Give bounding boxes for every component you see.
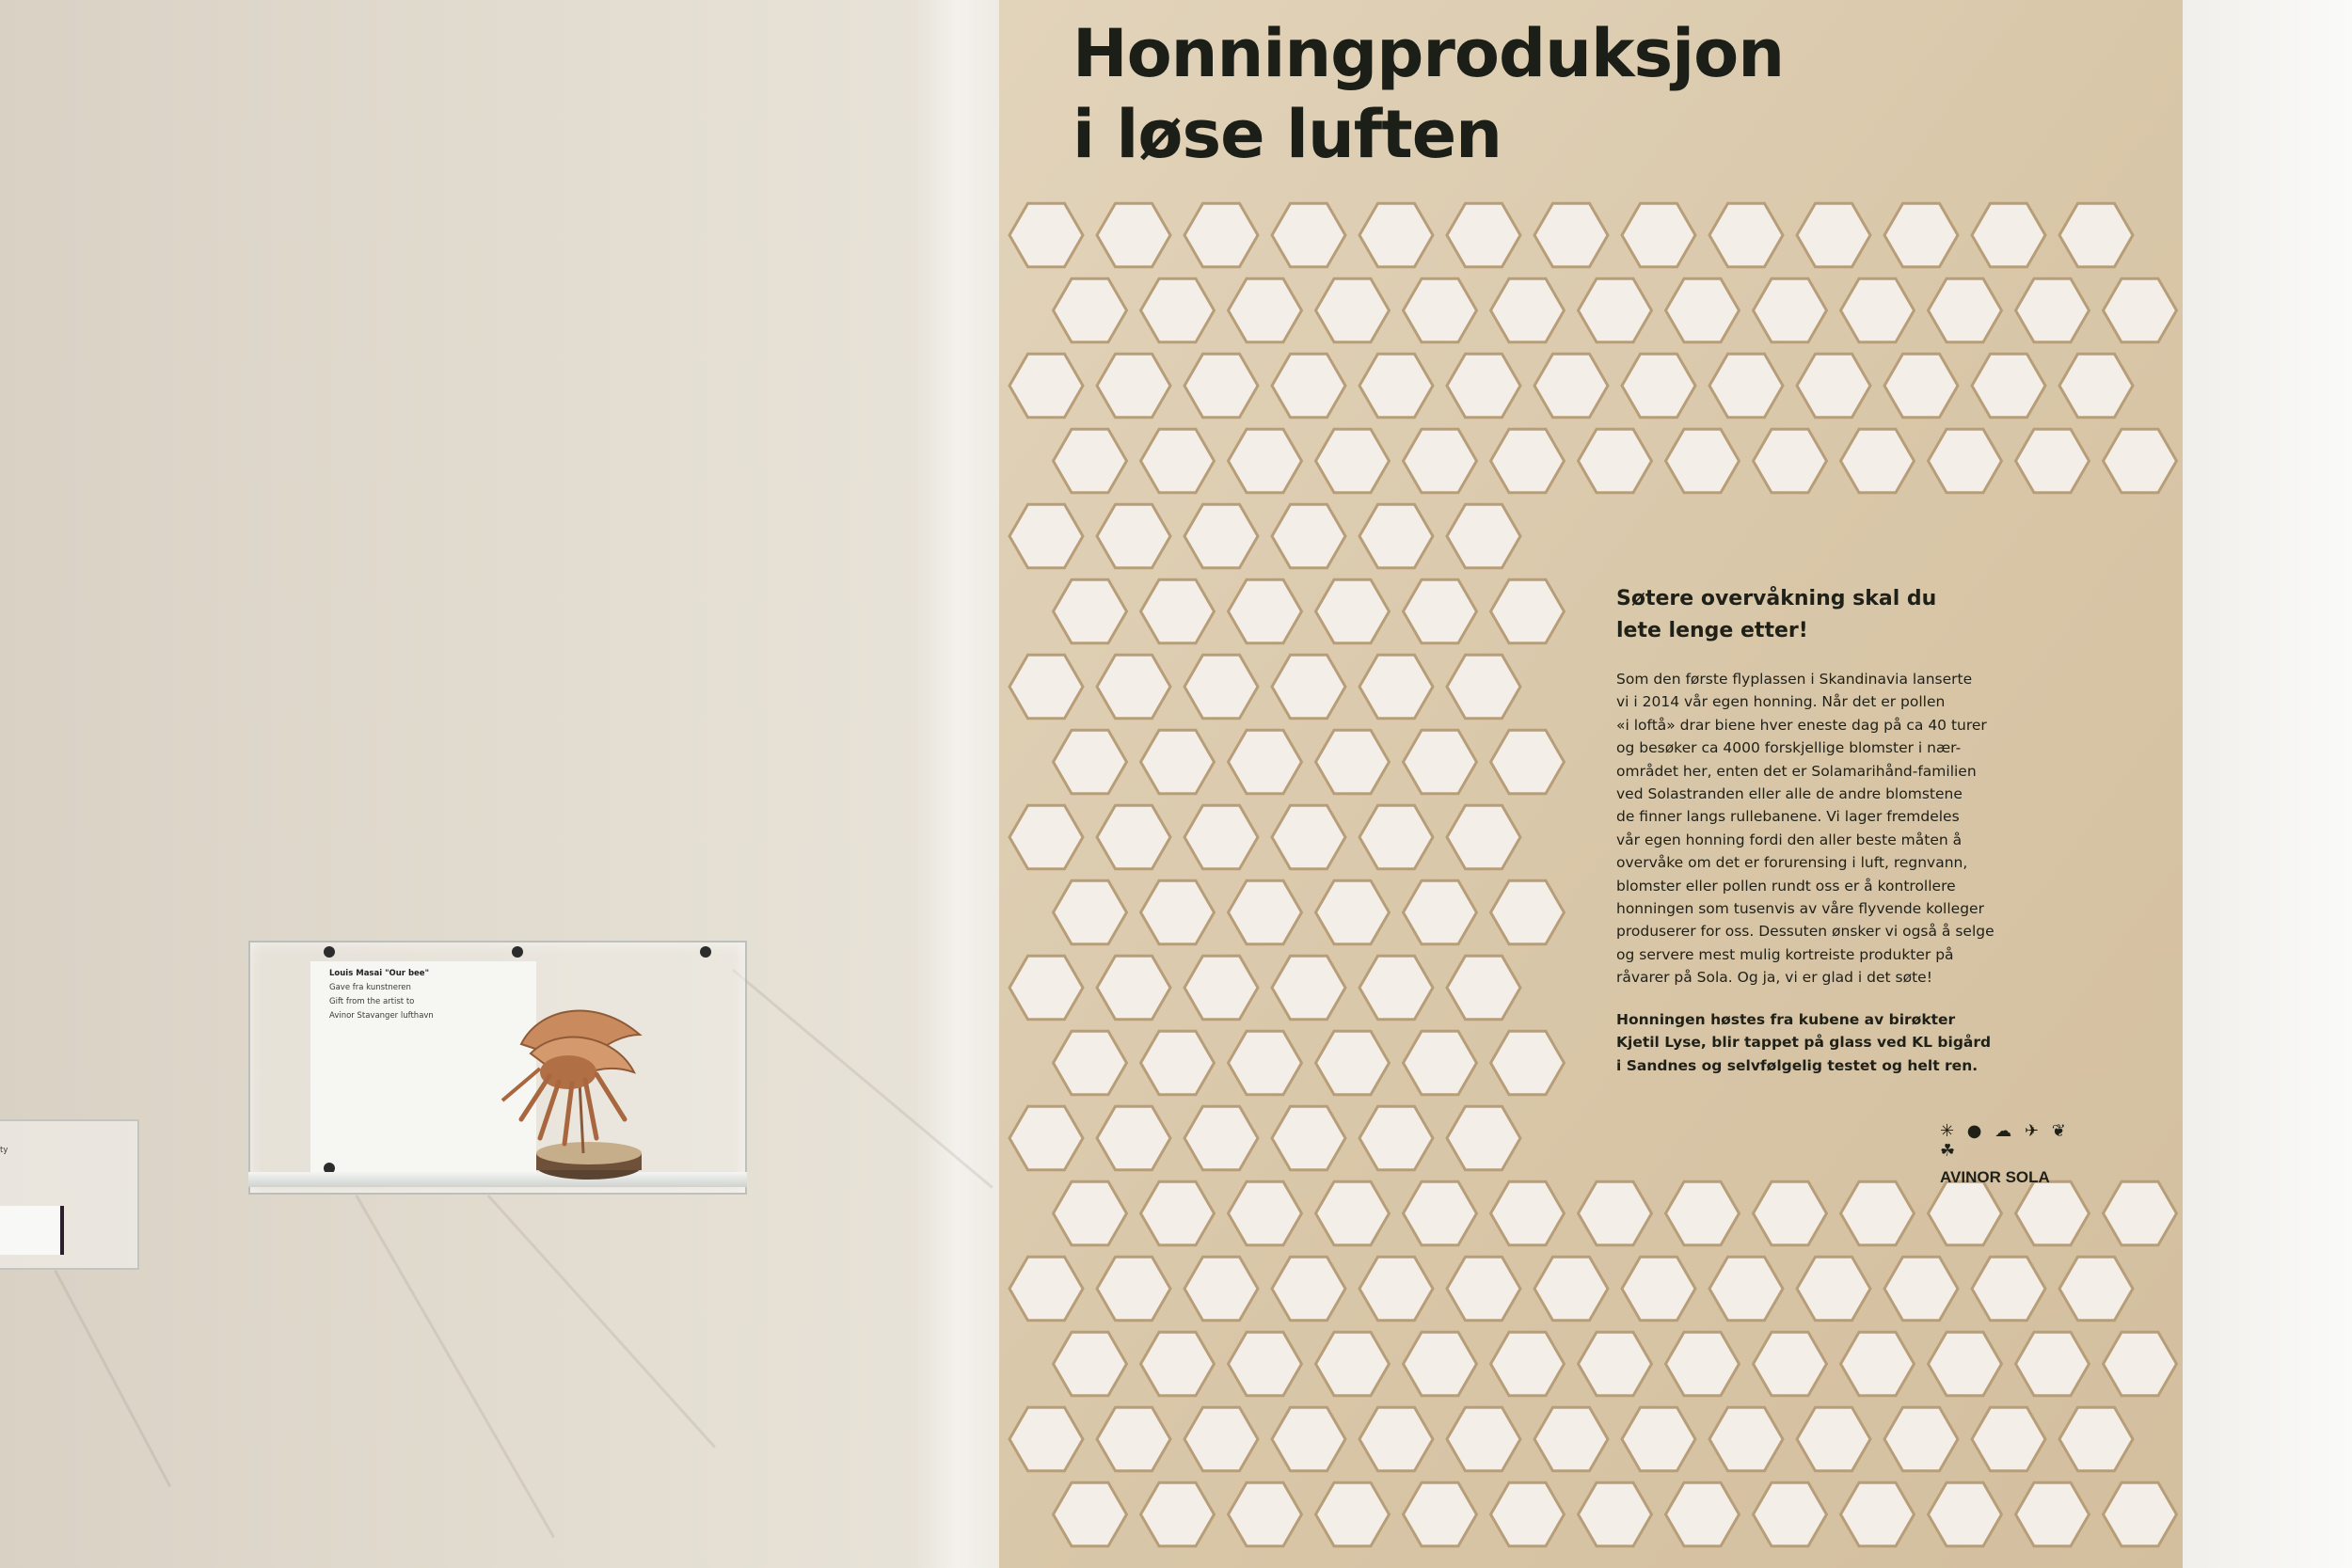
case-screw (700, 946, 711, 958)
bee-legs (521, 1074, 625, 1144)
harvest-line: Honningen høstes fra kubene av birøkter (1616, 1010, 1956, 1028)
info-heading-line: lete lenge etter! (1616, 619, 1808, 642)
harvest-line: Kjetil Lyse, blir tappet på glass ved KL bigård (1616, 1034, 1992, 1052)
case-label-line: Gave fra kunstneren (329, 983, 411, 992)
case-label-artist: Louis Masai "Our bee" (329, 969, 430, 978)
panel-title-line: Honningproduksjon (1073, 15, 1785, 92)
bee-sculpture (474, 978, 644, 1185)
honeycomb-panel (999, 0, 2183, 1568)
wall-shadow (54, 1270, 171, 1487)
body-line: vår egen honning fordi den aller beste måten å (1616, 831, 1963, 848)
body-line: Som den første flyplassen i Skandinavia lanserte (1616, 671, 1973, 688)
info-body (1616, 668, 2087, 990)
body-line: området her, enten det er Solamarihånd-familien (1616, 762, 1977, 780)
body-line: overvåke om det er forurensing i luft, regnvann, (1616, 854, 1968, 872)
info-heading-line: Søtere overvåkning skal du (1616, 587, 1937, 610)
body-line: de finner langs rullebanene. Vi lager fremdeles (1616, 808, 1960, 826)
sculpture-base-top (536, 1142, 642, 1164)
info-text-block (1616, 583, 2087, 1077)
body-line: honningen som tusenvis av våre flyvende kolleger (1616, 900, 1984, 918)
body-line: produserer for oss. Dessuten ønsker vi også å selge (1616, 923, 1994, 941)
case-screw (512, 946, 523, 958)
body-line: vi i 2014 vår egen honning. Når det er pollen (1616, 693, 1946, 711)
wall-corner (914, 0, 999, 1568)
info-heading (1616, 583, 2087, 647)
case-label-line: Gift from the artist to (329, 997, 415, 1006)
white-wall-right (2183, 0, 2352, 1568)
avinor-logo (1940, 1121, 2090, 1187)
body-line: og servere mest mulig kortreiste produkter på (1616, 945, 1954, 963)
left-shelf-product-box (0, 1206, 64, 1255)
display-case (248, 941, 747, 1195)
body-line: «i loftå» drar biene hver eneste dag på ca 40 turer (1616, 716, 1987, 734)
case-label-line: Avinor Stavanger lufthavn (329, 1011, 434, 1021)
body-line: ved Solastranden eller alle de andre blomstene (1616, 785, 1963, 803)
avinor-sola-wordmark: AVINOR SOLA (1940, 1168, 2050, 1186)
case-screw (324, 946, 335, 958)
wall-shadow (355, 1195, 555, 1538)
body-line: råvarer på Sola. Og ja, vi er glad i det søte! (1616, 969, 1932, 987)
body-line: og besøker ca 4000 forskjellige blomster i nær- (1616, 739, 1962, 757)
harvest-line: i Sandnes og selvfølgelig testet og helt ren. (1616, 1056, 1979, 1074)
partner-icons: ✳ ● ☁ ✈ ❦ ☘ (1940, 1121, 2070, 1161)
panel-title (1073, 13, 1919, 175)
panel-title-line: i løse luften (1073, 96, 1502, 173)
body-line: blomster eller pollen rundt oss er å kontrollere (1616, 877, 1956, 895)
wall-shadow (487, 1195, 716, 1449)
left-shelf-label: ty (0, 1146, 8, 1155)
left-display-shelf (0, 1119, 141, 1270)
info-harvest-note (1616, 1008, 2087, 1077)
